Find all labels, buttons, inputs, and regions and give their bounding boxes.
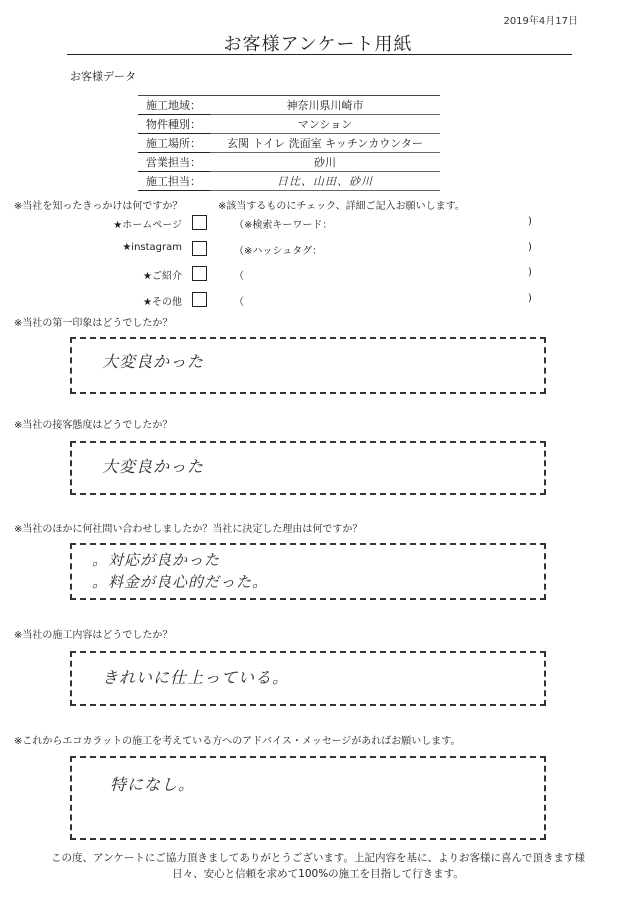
table-row [138, 172, 440, 191]
option-label-homepage: ★ホームページ [113, 220, 182, 231]
footer-line-1: この度、アンケートにご協力頂きましてありがとうございます。上記内容を基に、よりお客様に喜んで頂きます様 [50, 852, 586, 864]
customer-section-label: お客様データ [70, 70, 136, 83]
question-source: ※当社を知ったきっかけは何ですか？ [14, 201, 183, 212]
answer-text-line-2: 。料金が良心的だった。 [92, 573, 269, 591]
customer-data-table [138, 95, 440, 191]
answer-text: 大変良かった [102, 457, 205, 476]
question-work-quality: ※当社の施工内容はどうでしたか？ [14, 630, 173, 641]
option-note-homepage: （※検索キーワード： [234, 220, 333, 231]
answer-text-line-1: 。対応が良かった [92, 551, 221, 569]
question-decision-reason: ※当社のほかに何社問い合わせしましたか？当社に決定した理由は何ですか？ [14, 524, 363, 535]
question-advice-message: ※これからエコカラットの施工を考えている方へのアドバイス・メッセージがあればお願いします。 [14, 736, 461, 747]
option-note-referral: （ [234, 271, 244, 282]
option-note-other: （ [234, 297, 244, 308]
footer-line-2: 日々、安心と信頼を求めて100%の施工を目指して行きます。 [172, 868, 464, 880]
field-label: 物件種別： [138, 115, 210, 134]
table-row [138, 153, 440, 172]
option-close-other: ) [528, 293, 532, 304]
option-label-referral: ★ご紹介 [143, 271, 182, 282]
field-value: マンション [210, 115, 440, 134]
answer-box-first-impression[interactable] [70, 337, 546, 394]
option-close-referral: ) [528, 267, 532, 278]
answer-box-work-quality[interactable] [70, 651, 546, 706]
field-value: 神奈川県川崎市 [210, 96, 440, 115]
answer-text: 特になし。 [110, 775, 196, 794]
table-row [138, 96, 440, 115]
answer-box-advice-message[interactable] [70, 756, 546, 840]
option-label-instagram: ★instagram [122, 242, 182, 253]
table-row [138, 115, 440, 134]
table-row [138, 134, 440, 153]
question-service-attitude: ※当社の接客態度はどうでしたか？ [14, 420, 173, 431]
survey-date: 2019年4月17日 [503, 16, 578, 27]
field-label: 営業担当： [138, 153, 210, 172]
field-label: 施工場所： [138, 134, 210, 153]
checkbox-homepage[interactable] [192, 215, 207, 230]
checkbox-other[interactable] [192, 292, 207, 307]
field-value: 砂川 [210, 153, 440, 172]
answer-text: きれいに仕上っている。 [102, 668, 290, 687]
option-close-instagram: ) [528, 242, 532, 253]
field-label: 施工地域： [138, 96, 210, 115]
option-note-instagram: （※ハッシュタグ： [234, 246, 323, 257]
answer-box-service-attitude[interactable] [70, 441, 546, 495]
field-value: 玄関 トイレ 洗面室 キッチンカウンター [210, 134, 440, 153]
page-title: お客様アンケート用紙 [223, 34, 413, 55]
option-label-other: ★その他 [143, 297, 182, 308]
field-label: 施工担当： [138, 172, 210, 191]
question-source-instruction: ※該当するものにチェック、詳細ご記入お願いします。 [218, 201, 465, 212]
answer-text: 大変良かった [102, 352, 205, 371]
title-underline [67, 54, 572, 55]
checkbox-instagram[interactable] [192, 241, 207, 256]
field-value-handwritten: 日比、山田、砂川 [210, 172, 440, 191]
answer-box-decision-reason[interactable] [70, 543, 546, 600]
option-close-homepage: ) [528, 216, 532, 227]
checkbox-referral[interactable] [192, 266, 207, 281]
question-first-impression: ※当社の第一印象はどうでしたか？ [14, 318, 173, 329]
